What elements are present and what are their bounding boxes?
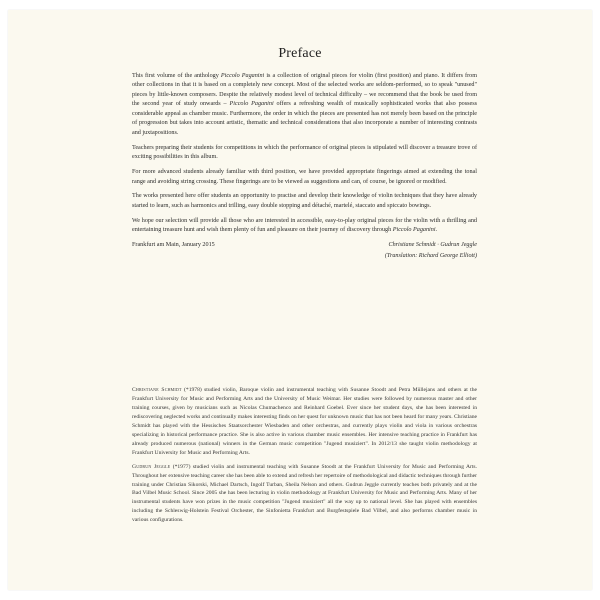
paragraph-1-text-c: offers a refreshing wealth of musically sophisticated works that also possess considerable appeal as chamber music. Furthermore, the order in which the pieces are presented has not merely been based on the principle of progression but takes into account artistic, thematic and technical considerations that also incorporate a number of interesting contrasts and juxtapositions.: [132, 101, 477, 136]
title-italic: Piccolo Paganini: [220, 73, 265, 79]
document-page: [8, 10, 592, 590]
translation-credit: (Translation: Richard George Elliott): [384, 252, 477, 259]
paragraph-2: Teachers preparing their students for competitions in which the performance of original pieces is stipulated will discover a treasure trove of exciting possibilities in this album.: [132, 144, 477, 161]
paragraph-3: For more advanced students already familiar with third position, we have provided appropriate fingerings aimed at extending the tonal range and avoiding string crossing. These fingerings are to be viewed as suggestions and can, of course, be ignored or modified.: [132, 169, 477, 185]
authors-signature: Christiane Schmidt · Gudrun Jeggle: [388, 242, 477, 249]
title-italic: Piccolo Paganini: [229, 101, 274, 108]
bio-christiane-schmidt: [132, 386, 477, 458]
paragraph-1-text-b: is a collection of original pieces for violin (first position) and piano. It differs from other collections in that it is based on a completely new concept. Most of the selected works are seldom-performed, so to speak "unused" pieces by little-known composers. Despite the relatively modest level of technical difficulty – we recommend that the book be used from the second year of study onwards –: [132, 73, 477, 108]
paragraph-5: [132, 217, 477, 236]
bio-text: (*1977) studied violin and instrumental teaching with Susanne Stoodt at the Frankfurt University for Music and Performing Arts. Throughout her extensive teaching career she has been able to extend and refresh her repertoire of methodological and didactic techniques through further training under Christian Sikorski, Michael Dartsch, Ingolf Turban, Sheila Nelson and others. Gudrun Jeggle currently teaches both privately and at the Bad Vilbel Music School. Since 2005 she has been lecturing in violin methodology at Frankfurt University for Music and Performing Arts. Many of her instrumental students have won prizes in the music competition "Jugend musiziert" all the way up to national level. She has played with ensembles including the Schleswig-Holstein Festival Orchester, the Sinfonietta Frankfurt and Burgfestspiele Bad Vilbel, and also performs chamber music in various configurations.: [132, 463, 477, 524]
page-title: Preface: [278, 46, 322, 61]
place-date: Frankfurt am Main, January 2015: [132, 242, 215, 249]
bio-name: Gudrun Jeggle: [132, 463, 171, 470]
title-italic: Piccolo Paganini: [392, 227, 436, 234]
biographies: [132, 386, 477, 530]
paragraph-1: [132, 72, 477, 138]
signature-row: [132, 241, 477, 250]
paragraph-5-text-b: .: [435, 227, 438, 234]
paragraph-1-text-a: This first volume of the anthology: [132, 73, 221, 79]
bio-text: (*1978) studied violin, Baroque violin and instrumental teaching with Susanne Stoodt and Petra Müllejans and others at the Frankfurt University for Music and Performing Arts and the University of Music Weimar. Her studies were followed by numerous master and other training courses, given by musicians such as Nicolas Chumachenco and Reinhard Goebel. Ever since her student days, she has been interested in rediscovering neglected works and continually makes interesting finds on her quest for unknown music that has not been heard for many years. Christiane Schmidt has played with the Hessisches Staatsorchester Wiesbaden and other orchestras, and currently plays violin and viola in various orchestras specializing in historical performance practice. She is also active in various chamber music ensembles. Her intensive teaching practice in Frankfurt has already produced numerous (national) winners in the German music competition "Jugend musiziert". In 2012/13 she taught violin methodology at Frankfurt University for Music and Performing Arts.: [132, 387, 478, 456]
preface-body: [132, 72, 477, 261]
paragraph-5-text-a: We hope our selection will provide all those who are interested in accessible, easy-to-play original pieces for the violin with a thrilling and entertaining treasure hunt and wish them plenty of fun and pleasure on their journey of discovery through: [132, 217, 477, 234]
bio-gudrun-jeggle: [132, 463, 477, 526]
bio-name: Christiane Schmidt: [132, 387, 182, 393]
paragraph-4: The works presented here offer students an opportunity to practise and develop their knowledge of violin techniques that they have already started to learn, such as harmonics and trilling, easy double stopping and détaché, martelé, staccato and spiccato bowings.: [132, 193, 477, 209]
